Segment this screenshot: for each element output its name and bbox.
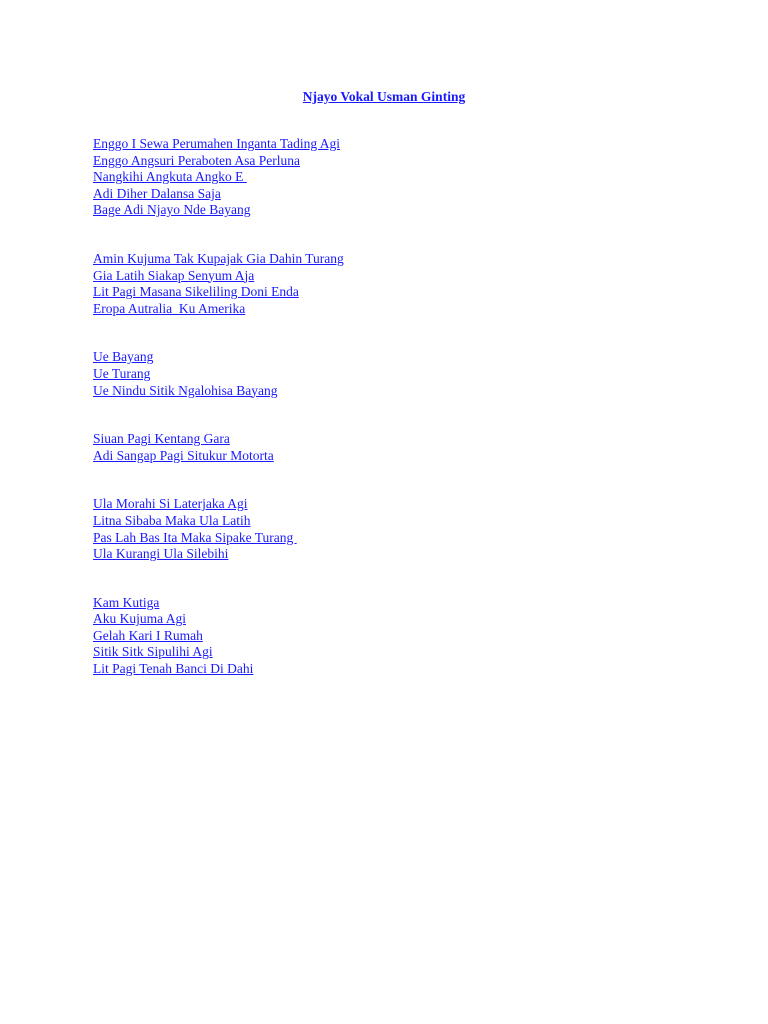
lyric-line[interactable]: Bage Adi Njayo Nde Bayang [93, 202, 251, 218]
lyric-line[interactable]: Pas Lah Bas Ita Maka Sipake Turang [93, 529, 297, 545]
lyric-line[interactable]: Enggo I Sewa Perumahen Inganta Tading Agi [93, 136, 341, 151]
stanza-3 [93, 349, 693, 399]
stanza-4 [93, 431, 693, 464]
lyric-line[interactable]: Lit Pagi Masana Sikeliling Doni Enda [93, 284, 299, 300]
lyric-line[interactable]: Gelah Kari I Rumah [93, 627, 203, 643]
lyric-line[interactable]: Ue Turang [93, 365, 151, 381]
lyric-line[interactable]: Amin Kujuma Tak Kupajak Gia Dahin Turang [93, 250, 344, 266]
lyric-line[interactable]: Adi Diher Dalansa Saja [93, 185, 221, 201]
lyric-line[interactable]: Lit Pagi Tenah Banci Di Dahi [93, 661, 254, 677]
stanza-5 [93, 496, 693, 562]
lyric-line[interactable]: Adi Sangap Pagi Situkur Motorta [93, 447, 274, 463]
lyric-line[interactable]: Ue Bayang [93, 349, 154, 365]
lyric-line[interactable]: Sitik Sitk Sipulihi Agi [93, 644, 213, 660]
page-title[interactable]: Njayo Vokal Usman Ginting [302, 89, 466, 104]
lyric-line[interactable]: Ula Kurangi Ula Silebihi [93, 546, 229, 562]
lyric-line[interactable]: Ue Nindu Sitik Ngalohisa Bayang [93, 382, 278, 398]
lyric-line[interactable]: Gia Latih Siakap Senyum Aja [93, 267, 255, 283]
lyric-line[interactable]: Ula Morahi Si Laterjaka Agi [93, 496, 248, 512]
lyrics-body [93, 136, 693, 710]
stanza-1 [93, 136, 693, 219]
lyric-line[interactable]: Litna Sibaba Maka Ula Latih [93, 512, 251, 528]
lyric-line[interactable]: Nangkihi Angkuta Angko E [93, 169, 247, 185]
lyric-line[interactable]: Kam Kutiga [93, 594, 160, 610]
lyric-line[interactable]: Enggo Angsuri Peraboten Asa Perluna [93, 152, 300, 168]
stanza-2 [93, 251, 693, 317]
lyric-line[interactable]: Siuan Pagi Kentang Gara [93, 431, 230, 447]
lyric-line[interactable]: Aku Kujuma Agi [93, 611, 186, 627]
stanza-6 [93, 595, 693, 678]
lyric-line[interactable]: Eropa Autralia Ku Amerika [93, 300, 246, 316]
